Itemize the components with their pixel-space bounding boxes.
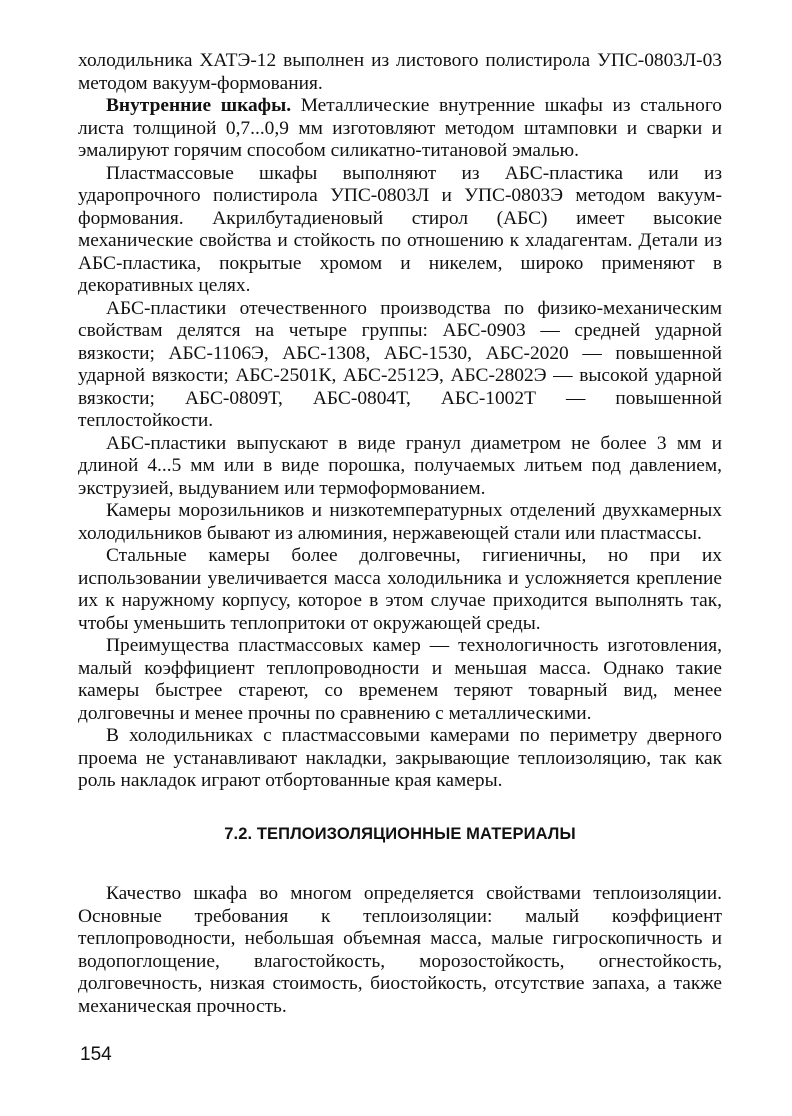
paragraph-plastic-cabinets: Пластмассовые шкафы выполняют из АБС-пластика или из ударопрочного полистирола УПС-0803Л и УПС-0803Э методом вакуум-формования. Акрилбутадиеновый стирол (АБС) имеет высокие механические свойства и стойкость по отношению к хладагентам. Детали из АБС-пластика, покрытые хромом и никелем, широко применяют в декоративных целях. xyxy=(78,162,722,296)
paragraph-door-trim: В холодильниках с пластмассовыми камерами по периметру дверного проема не устанавливают накладки, закрывающие теплоизоляцию, так как роль накладок играют отбортованные края камеры. xyxy=(78,725,722,791)
paragraph-abs-granules: АБС-пластики выпускают в виде гранул диаметром не более 3 мм и длиной 4...5 мм или в виде порошка, получаемых литьем под давлением, экструзией, выдуванием или термоформованием. xyxy=(78,432,722,499)
page-body xyxy=(78,50,722,1018)
paragraph-internal-cabinets: Внутренние шкафы. Металлические внутренние шкафы из стального листа толщиной 0,7...0,9 мм изготовляют методом штамповки и сварки и эмалируют горячим способом силикатно-титановой эмалью. xyxy=(78,95,722,161)
paragraph-continuation: холодильника ХАТЭ-12 выполнен из листового полистирола УПС-0803Л-03 методом вакуум-формования. xyxy=(78,50,722,94)
paragraph-abs-groups: АБС-пластики отечественного производства по физико-механическим свойствам делятся на четыре группы: АБС-0903 — средней ударной вязкости; АБС-1106Э, АБС-1308, АБС-1530, АБС-2020 — повышенной ударной вязкости; АБС-2501К, АБС-2512Э, АБС-2802Э — высокой ударной вязкости; АБС-0809Т, АБС-0804Т, АБС-1002Т — повышенной теплостойкости. xyxy=(78,297,722,431)
paragraph-freezer-chambers: Камеры морозильников и низкотемпературных отделений двухкамерных холодильников бывают из алюминия, нержавеющей стали или пластмассы. xyxy=(78,500,722,544)
paragraph-plastic-advantages: Преимущества пластмассовых камер — технологичность изготовления, малый коэффициент теплопроводности и меньшая масса. Однако такие камеры быстрее стареют, со временем теряют товарный вид, менее долговечны и менее прочны по сравнению с металлическими. xyxy=(78,635,722,724)
paragraph-steel-chambers: Стальные камеры более долговечны, гигиеничны, но при их использовании увеличивается масса холодильника и усложняется крепление их к наружному корпусу, которое в этом случае приходится выполнять так, чтобы уменьшить теплопритоки от окружающей среды. xyxy=(78,545,722,634)
paragraph-lead: Внутренние шкафы. xyxy=(106,95,292,116)
page-number: 154 xyxy=(80,1044,112,1065)
paragraph-insulation-quality: Качество шкафа во многом определяется свойствами теплоизоляции. Основные требования к теплоизоляции: малый коэффициент теплопроводности, небольшая объемная масса, малые гигроскопичность и водопоглощение, влагостойкость, морозостойкость, огнестойкость, долговечность, низкая стоимость, биостойкость, отсутствие запаха, а также механическая прочность. xyxy=(78,883,722,1017)
section-heading: 7.2. ТЕПЛОИЗОЛЯЦИОННЫЕ МАТЕРИАЛЫ xyxy=(224,824,576,843)
